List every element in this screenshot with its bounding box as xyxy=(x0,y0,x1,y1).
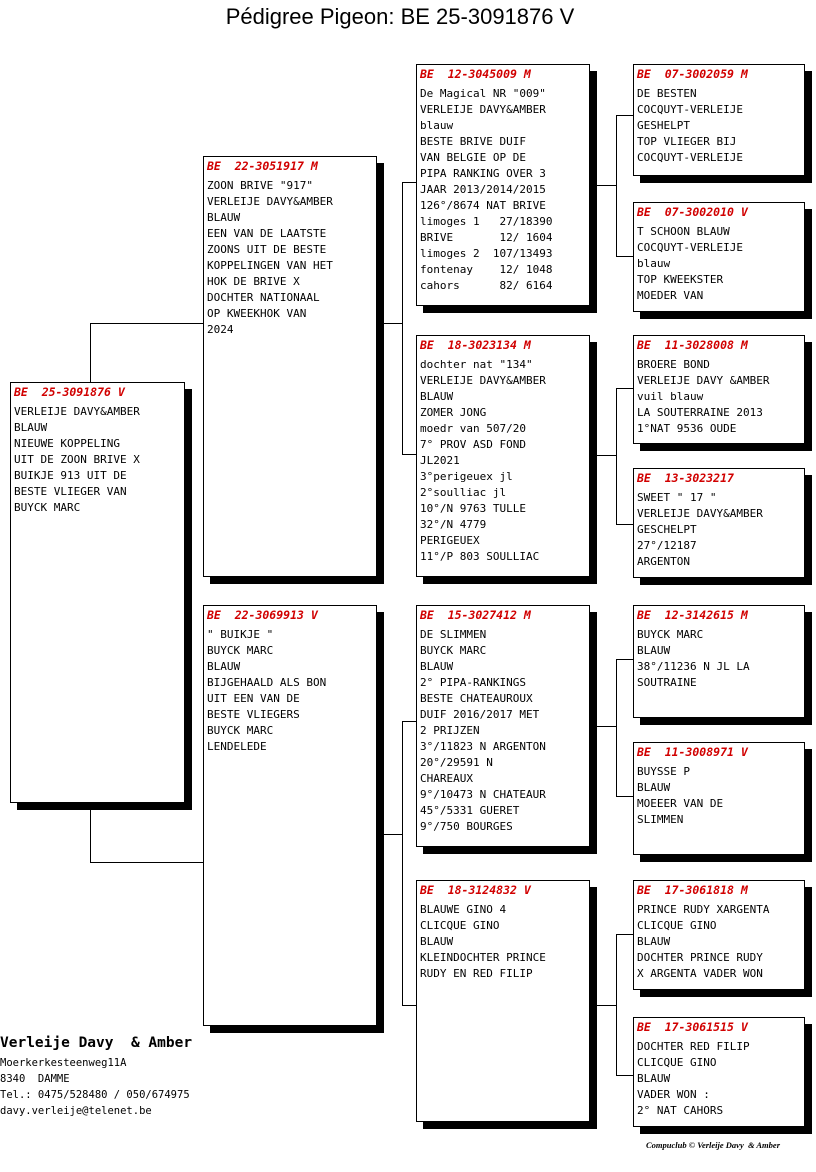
grandfather-paternal-card[interactable] xyxy=(416,64,590,306)
ring-number: BE 22-3069913 V xyxy=(207,608,318,622)
ring-number: BE 11-3028008 M xyxy=(637,338,748,352)
detail-line: 38°/11236 N JL LA xyxy=(637,660,750,673)
detail-line: BROERE BOND xyxy=(637,358,710,371)
connector-line xyxy=(616,659,617,796)
detail-line: KOPPELINGEN VAN HET xyxy=(207,259,333,272)
ring-number: BE 07-3002059 M xyxy=(637,67,748,81)
detail-line: BRIVE 12/ 1604 xyxy=(420,231,553,244)
detail-line: BESTE BRIVE DUIF xyxy=(420,135,526,148)
connector-line xyxy=(597,1005,616,1006)
detail-line: TOP VLIEGER BIJ xyxy=(637,135,737,148)
ring-number: BE 12-3142615 M xyxy=(637,608,748,622)
detail-line: BLAUW xyxy=(420,390,454,403)
ring-number: BE 25-3091876 V xyxy=(14,385,125,399)
detail-line: CLICQUE GINO xyxy=(420,919,500,932)
detail-line: DE BESTEN xyxy=(637,87,697,100)
detail-line: COCQUYT-VERLEIJE xyxy=(637,241,743,254)
ring-number: BE 15-3027412 M xyxy=(420,608,531,622)
detail-line: BUYCK MARC xyxy=(207,644,274,657)
great-grandparent-card[interactable] xyxy=(633,742,805,855)
detail-line: VERLEIJE DAVY&AMBER xyxy=(207,195,333,208)
detail-line: UIT EEN VAN DE xyxy=(207,692,300,705)
detail-line: 20°/29591 N xyxy=(420,756,493,769)
detail-line: OP KWEEKHOK VAN xyxy=(207,307,307,320)
connector-line xyxy=(402,1005,416,1006)
pigeon-details xyxy=(637,1039,750,1119)
detail-line: VERLEIJE DAVY&AMBER xyxy=(420,103,546,116)
connector-line xyxy=(616,115,633,116)
detail-line: MOEEER VAN DE xyxy=(637,797,724,810)
detail-line: BUYCK MARC xyxy=(14,501,81,514)
ring-number: BE 13-3023217 xyxy=(637,471,734,485)
owner-city: 8340 DAMME xyxy=(0,1073,70,1085)
detail-line: De Magical NR "009" xyxy=(420,87,546,100)
connector-line xyxy=(616,1075,633,1076)
detail-line: GESHELPT xyxy=(637,119,690,132)
detail-line: 9°/750 BOURGES xyxy=(420,820,513,833)
connector-line xyxy=(597,455,616,456)
detail-line: VADER WON : xyxy=(637,1088,710,1101)
ring-number: BE 07-3002010 V xyxy=(637,205,748,219)
connector-line xyxy=(402,182,416,183)
detail-line: 27°/12187 xyxy=(637,539,697,552)
connector-line xyxy=(402,454,416,455)
detail-line: BUYSSE P xyxy=(637,765,690,778)
connector-line xyxy=(616,115,617,256)
connector-line xyxy=(90,862,204,863)
detail-line: T SCHOON BLAUW xyxy=(637,225,730,238)
detail-line: DOCHTER PRINCE RUDY xyxy=(637,951,763,964)
owner-phone: Tel.: 0475/528480 / 050/674975 xyxy=(0,1089,190,1101)
detail-line: limoges 1 27/18390 xyxy=(420,215,553,228)
grandfather-maternal-card[interactable] xyxy=(416,605,590,847)
detail-line: ARGENTON xyxy=(637,555,690,568)
detail-line: 126°/8674 NAT BRIVE xyxy=(420,199,546,212)
detail-line: 2° PIPA-RANKINGS xyxy=(420,676,526,689)
connector-line xyxy=(402,721,403,1005)
detail-line: BESTE CHATEAUROUX xyxy=(420,692,533,705)
owner-address: Moerkerkesteenweg11A xyxy=(0,1057,127,1069)
owner-email[interactable]: davy.verleije@telenet.be xyxy=(0,1105,152,1117)
detail-line: COCQUYT-VERLEIJE xyxy=(637,151,743,164)
great-grandparent-card[interactable] xyxy=(633,64,805,176)
detail-line: 11°/P 803 SOULLIAC xyxy=(420,550,540,563)
pigeon-details xyxy=(420,357,546,565)
connector-line xyxy=(616,256,633,257)
detail-line: BLAUW xyxy=(207,211,241,224)
pigeon-details xyxy=(207,178,333,338)
connector-line xyxy=(616,388,633,389)
detail-line: LA SOUTERRAINE 2013 xyxy=(637,406,763,419)
detail-line: PRINCE RUDY XARGENTA xyxy=(637,903,770,916)
detail-line: 2° NAT CAHORS xyxy=(637,1104,724,1117)
detail-line: CLICQUE GINO xyxy=(637,919,717,932)
connector-line xyxy=(616,934,633,935)
ring-number: BE 18-3124832 V xyxy=(420,883,531,897)
detail-line: NIEUWE KOPPELING xyxy=(14,437,120,450)
detail-line: VAN BELGIE OP DE xyxy=(420,151,526,164)
pigeon-details xyxy=(637,86,743,166)
connector-line xyxy=(90,323,204,324)
pigeon-details xyxy=(637,490,763,570)
detail-line: cahors 82/ 6164 xyxy=(420,279,553,292)
detail-line: VERLEIJE DAVY&AMBER xyxy=(14,405,140,418)
detail-line: PIPA RANKING OVER 3 xyxy=(420,167,546,180)
connector-line xyxy=(384,834,402,835)
pigeon-details xyxy=(637,224,743,304)
detail-line: BLAUW xyxy=(637,781,671,794)
detail-line: ZOON BRIVE "917" xyxy=(207,179,313,192)
detail-line: KLEINDOCHTER PRINCE xyxy=(420,951,546,964)
detail-line: TOP KWEEKSTER xyxy=(637,273,724,286)
detail-line: BESTE VLIEGERS xyxy=(207,708,300,721)
great-grandparent-card[interactable] xyxy=(633,605,805,718)
detail-line: SOUTRAINE xyxy=(637,676,697,689)
ring-number: BE 11-3008971 V xyxy=(637,745,748,759)
detail-line: fontenay 12/ 1048 xyxy=(420,263,553,276)
mother-card[interactable] xyxy=(203,605,377,1026)
detail-line: 32°/N 4779 xyxy=(420,518,487,531)
great-grandparent-card[interactable] xyxy=(633,880,805,990)
detail-line: DUIF 2016/2017 MET xyxy=(420,708,540,721)
detail-line: UIT DE ZOON BRIVE X xyxy=(14,453,140,466)
detail-line: BUYCK MARC xyxy=(637,628,704,641)
connector-line xyxy=(597,185,616,186)
pigeon-details xyxy=(207,627,326,755)
detail-line: 2024 xyxy=(207,323,234,336)
great-grandparent-card[interactable] xyxy=(633,468,805,578)
detail-line: CLICQUE GINO xyxy=(637,1056,717,1069)
detail-line: dochter nat "134" xyxy=(420,358,533,371)
detail-line: " BUIKJE " xyxy=(207,628,274,641)
grandmother-paternal-card[interactable] xyxy=(416,335,590,577)
pigeon-details xyxy=(420,86,552,294)
detail-line: LENDELEDE xyxy=(207,740,267,753)
detail-line: HOK DE BRIVE X xyxy=(207,275,300,288)
detail-line: blauw xyxy=(420,119,454,132)
detail-line: BUIKJE 913 UIT DE xyxy=(14,469,127,482)
detail-line: 7° PROV ASD FOND xyxy=(420,438,526,451)
great-grandparent-card[interactable] xyxy=(633,1017,805,1127)
great-grandparent-card[interactable] xyxy=(633,335,805,444)
detail-line: DOCHTER RED FILIP xyxy=(637,1040,750,1053)
ring-number: BE 22-3051917 M xyxy=(207,159,318,173)
detail-line: BLAUW xyxy=(637,935,671,948)
connector-line xyxy=(90,810,91,862)
detail-line: GESCHELPT xyxy=(637,523,697,536)
pigeon-details xyxy=(637,357,769,437)
detail-line: 3°/11823 N ARGENTON xyxy=(420,740,546,753)
connector-line xyxy=(616,934,617,1075)
pigeon-details xyxy=(637,902,769,982)
detail-line: JL2021 xyxy=(420,454,460,467)
connector-line xyxy=(90,323,91,383)
detail-line: VERLEIJE DAVY&AMBER xyxy=(420,374,546,387)
detail-line: 3°perigeuex jl xyxy=(420,470,513,483)
ring-number: BE 17-3061818 M xyxy=(637,883,748,897)
detail-line: BIJGEHAALD ALS BON xyxy=(207,676,327,689)
great-grandparent-card[interactable] xyxy=(633,202,805,312)
detail-line: BLAUW xyxy=(420,660,454,673)
detail-line: BLAUWE GINO 4 xyxy=(420,903,507,916)
pigeon-details xyxy=(637,764,723,828)
ring-number: BE 17-3061515 V xyxy=(637,1020,748,1034)
detail-line: PERIGEUEX xyxy=(420,534,480,547)
connector-line xyxy=(597,726,616,727)
connector-line xyxy=(384,323,402,324)
detail-line: VERLEIJE DAVY &AMBER xyxy=(637,374,770,387)
detail-line: limoges 2 107/13493 xyxy=(420,247,553,260)
pigeon-details xyxy=(14,404,140,516)
detail-line: 2 PRIJZEN xyxy=(420,724,480,737)
detail-line: moedr van 507/20 xyxy=(420,422,526,435)
grandmother-maternal-card[interactable] xyxy=(416,880,590,1122)
detail-line: RUDY EN RED FILIP xyxy=(420,967,533,980)
detail-line: BLAUW xyxy=(14,421,48,434)
subject-pigeon-card[interactable] xyxy=(10,382,185,803)
detail-line: BLAUW xyxy=(637,644,671,657)
detail-line: BLAUW xyxy=(420,935,454,948)
detail-line: X ARGENTA VADER WON xyxy=(637,967,763,980)
owner-name: Verleije Davy & Amber xyxy=(0,1035,193,1051)
footer-credit: Compuclub © Verleije Davy & Amber xyxy=(646,1140,780,1150)
detail-line: 45°/5331 GUERET xyxy=(420,804,520,817)
detail-line: DE SLIMMEN xyxy=(420,628,487,641)
detail-line: 10°/N 9763 TULLE xyxy=(420,502,526,515)
detail-line: ZOMER JONG xyxy=(420,406,487,419)
detail-line: 2°soulliac jl xyxy=(420,486,507,499)
connector-line xyxy=(616,388,617,524)
detail-line: DOCHTER NATIONAAL xyxy=(207,291,320,304)
detail-line: vuil blauw xyxy=(637,390,704,403)
connector-line xyxy=(616,524,633,525)
detail-line: SLIMMEN xyxy=(637,813,684,826)
detail-line: CHAREAUX xyxy=(420,772,473,785)
detail-line: 1°NAT 9536 OUDE xyxy=(637,422,737,435)
detail-line: VERLEIJE DAVY&AMBER xyxy=(637,507,763,520)
detail-line: COCQUYT-VERLEIJE xyxy=(637,103,743,116)
pigeon-details xyxy=(420,902,546,982)
connector-line xyxy=(402,182,403,454)
ring-number: BE 18-3023134 M xyxy=(420,338,531,352)
connector-line xyxy=(402,721,416,722)
detail-line: BLAUW xyxy=(207,660,241,673)
detail-line: BUYCK MARC xyxy=(207,724,274,737)
detail-line: BLAUW xyxy=(637,1072,671,1085)
pigeon-details xyxy=(637,627,750,691)
detail-line: SWEET " 17 " xyxy=(637,491,717,504)
detail-line: 9°/10473 N CHATEAUR xyxy=(420,788,546,801)
page-title: Pédigree Pigeon: BE 25-3091876 V xyxy=(225,4,575,29)
detail-line: MOEDER VAN xyxy=(637,289,704,302)
detail-line: EEN VAN DE LAATSTE xyxy=(207,227,327,240)
pigeon-details xyxy=(420,627,546,835)
detail-line: blauw xyxy=(637,257,671,270)
father-card[interactable] xyxy=(203,156,377,577)
owner-info xyxy=(0,1035,192,1119)
detail-line: BESTE VLIEGER VAN xyxy=(14,485,127,498)
detail-line: ZOONS UIT DE BESTE xyxy=(207,243,327,256)
ring-number: BE 12-3045009 M xyxy=(420,67,531,81)
detail-line: BUYCK MARC xyxy=(420,644,487,657)
connector-line xyxy=(616,796,633,797)
connector-line xyxy=(616,659,633,660)
detail-line: JAAR 2013/2014/2015 xyxy=(420,183,546,196)
